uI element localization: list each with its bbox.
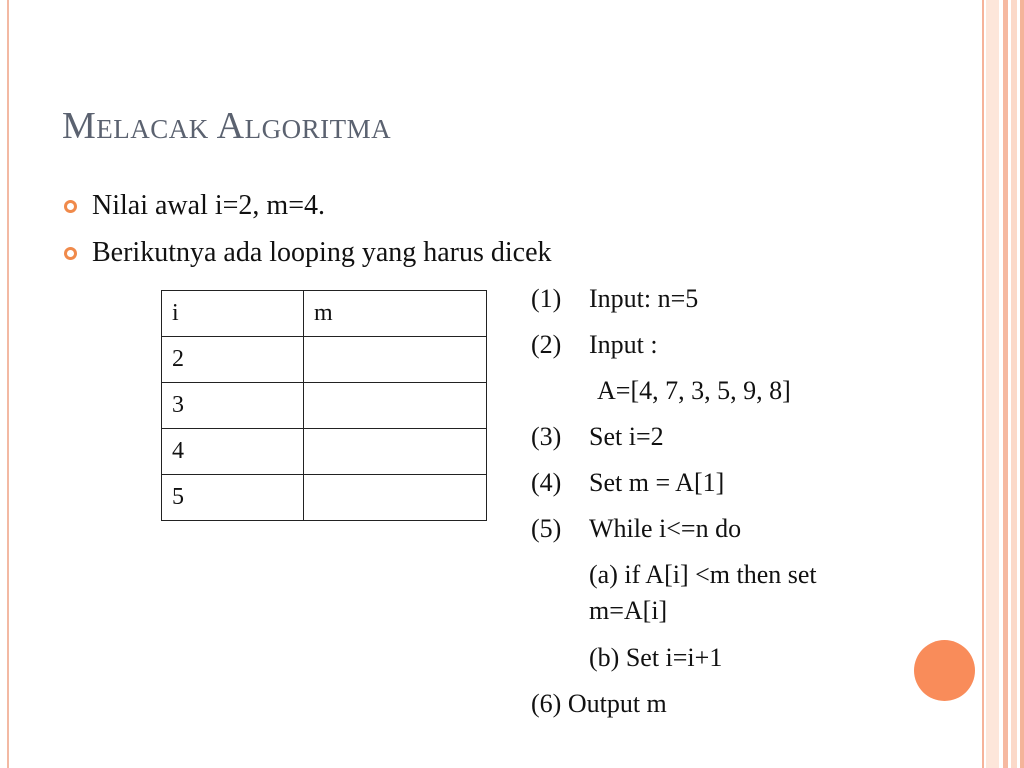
table-cell: 5 bbox=[162, 475, 304, 521]
algorithm-substep: (b) Set i=i+1 bbox=[589, 643, 723, 672]
table-row bbox=[162, 429, 487, 475]
table-cell: 4 bbox=[162, 429, 304, 475]
step-text: Input: n=5 bbox=[589, 284, 699, 313]
slide-title: Melacak Algoritma bbox=[62, 105, 392, 147]
step-number: (3) bbox=[531, 422, 562, 451]
step-text: Set i=2 bbox=[589, 422, 664, 451]
table-row bbox=[162, 383, 487, 429]
step-text: While i<=n do bbox=[589, 514, 742, 543]
algorithm-step bbox=[531, 514, 741, 544]
table-cell: 3 bbox=[162, 383, 304, 429]
bullet-item bbox=[64, 190, 325, 222]
step-text: Input : bbox=[589, 330, 658, 359]
table-header-cell: m bbox=[304, 291, 487, 337]
step-text: Set m = A[1] bbox=[589, 468, 725, 497]
algorithm-substep: (a) if A[i] <m then set bbox=[589, 560, 817, 589]
step-number: (2) bbox=[531, 330, 562, 359]
table-row bbox=[162, 337, 487, 383]
step-number: (5) bbox=[531, 514, 562, 543]
algorithm-step bbox=[531, 330, 658, 360]
algorithm-step bbox=[531, 422, 664, 452]
bullet-icon bbox=[64, 200, 77, 213]
step-number: (4) bbox=[531, 468, 562, 497]
table-cell: 2 bbox=[162, 337, 304, 383]
table-header-cell: i bbox=[162, 291, 304, 337]
table-cell bbox=[304, 337, 487, 383]
step-number: (1) bbox=[531, 284, 562, 313]
table-header-row bbox=[162, 291, 487, 337]
table-cell bbox=[304, 475, 487, 521]
algorithm-step: (6) Output m bbox=[531, 689, 667, 718]
left-border-line bbox=[7, 0, 9, 768]
algorithm-step-continuation: A=[4, 7, 3, 5, 9, 8] bbox=[597, 376, 791, 405]
table-row bbox=[162, 475, 487, 521]
algorithm-substep-continuation: m=A[i] bbox=[589, 596, 668, 625]
algorithm-step bbox=[531, 284, 698, 314]
decorative-side-stripes bbox=[976, 0, 1024, 768]
table-cell bbox=[304, 383, 487, 429]
algorithm-step bbox=[531, 468, 724, 498]
table-cell bbox=[304, 429, 487, 475]
bullet-item bbox=[64, 237, 552, 269]
bullet-text: Berikutnya ada looping yang harus dicek bbox=[92, 237, 552, 268]
accent-circle bbox=[914, 640, 975, 701]
trace-table bbox=[161, 290, 487, 521]
bullet-icon bbox=[64, 247, 77, 260]
bullet-text: Nilai awal i=2, m=4. bbox=[92, 190, 325, 221]
